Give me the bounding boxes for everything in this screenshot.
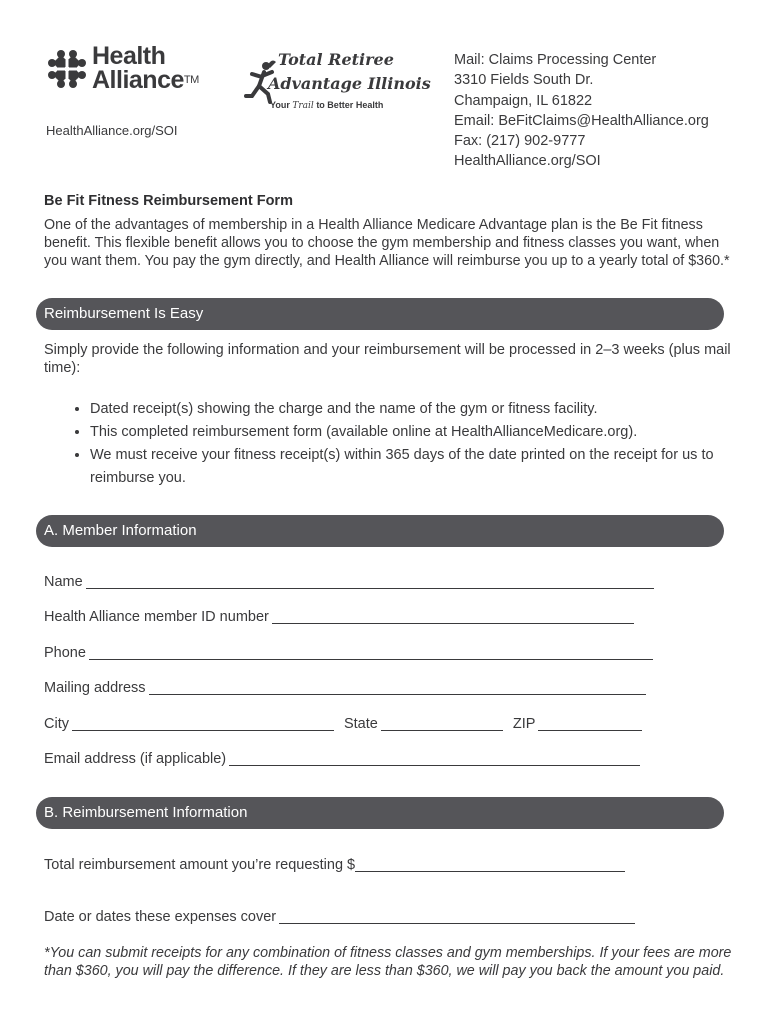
- contact-block: [454, 50, 709, 172]
- city-state-zip-row: [44, 713, 642, 735]
- zip-label: ZIP: [512, 716, 536, 732]
- email-field-row: [44, 748, 640, 770]
- contact-url[interactable]: HealthAlliance.org/SOI: [454, 153, 601, 170]
- instructions-text: Simply provide the following information and your reimbursement will be processed in 2–3 weeks (plus mail time):: [44, 342, 731, 376]
- city-label: City: [44, 716, 69, 732]
- contact-city: Champaign, IL 61822: [454, 92, 593, 109]
- dates-field-row: [44, 906, 635, 928]
- list-item: • This completed reimbursement form (available online at HealthAllianceMedicare.org).: [90, 421, 730, 444]
- state-label: State: [343, 716, 378, 732]
- amount-input-line[interactable]: [355, 855, 625, 872]
- tagline-pre: Your: [270, 100, 290, 110]
- logo-word-alliance: Alliance: [92, 66, 184, 94]
- contact-fax: Fax: (217) 902-9777: [454, 133, 586, 150]
- tr-logo-line-2: Advantage Illinois: [268, 74, 431, 93]
- logo-word-health: Health: [92, 42, 166, 70]
- contact-street: 3310 Fields South Dr.: [454, 72, 594, 89]
- email-label: Email address (if applicable): [44, 751, 227, 767]
- tr-logo-line-1: Total Retiree: [278, 50, 394, 69]
- requirements-list: [44, 398, 730, 490]
- address-input-line[interactable]: [149, 678, 646, 695]
- member-id-field-row: [44, 606, 634, 628]
- member-id-label: Health Alliance member ID number: [44, 609, 269, 625]
- list-item: • Dated receipt(s) showing the charge and the name of the gym or fitness facility.: [90, 398, 730, 421]
- intro-paragraph: One of the advantages of membership in a Health Alliance Medicare Advantage plan is the Be Fit fitness benefit. This flexible benefit allows you to choose the gym membership and fitness classes you want, when you want them. You pay the gym directly, and Health Alliance will reimburse you up to a yearly total of $360.*: [44, 217, 730, 269]
- address-label: Mailing address: [44, 680, 146, 696]
- zip-input-line[interactable]: [538, 714, 642, 731]
- name-input-line[interactable]: [86, 572, 654, 589]
- health-alliance-logo: [46, 44, 206, 96]
- contact-email[interactable]: Email: BeFitClaims@HealthAlliance.org: [454, 112, 709, 129]
- contact-mail: Mail: Claims Processing Center: [454, 52, 657, 68]
- amount-field-row: [44, 854, 625, 876]
- logo-trademark: TM: [183, 74, 199, 86]
- member-id-input-line[interactable]: [272, 607, 634, 624]
- health-alliance-cross-icon: [46, 48, 88, 90]
- total-retiree-logo: [240, 44, 431, 114]
- tagline-mid: Trail: [292, 101, 314, 111]
- tagline-post: to Better Health: [316, 100, 384, 110]
- name-label: Name: [44, 574, 83, 590]
- email-input-line[interactable]: [229, 749, 640, 766]
- health-alliance-wordmark: [92, 44, 199, 92]
- phone-label: Phone: [44, 645, 86, 661]
- state-input-line[interactable]: [381, 714, 503, 731]
- form-title: Be Fit Fitness Reimbursement Form: [44, 193, 293, 209]
- list-item: • We must receive your fitness receipt(s) within 365 days of the date printed on the receipt for us to reimburse you.: [90, 444, 730, 490]
- tr-logo-tagline: [270, 100, 383, 111]
- phone-input-line[interactable]: [89, 643, 653, 660]
- section-heading-reimbursement-information: B. Reimbursement Information: [36, 797, 724, 829]
- dates-label: Date or dates these expenses cover: [44, 909, 277, 925]
- footnote: *You can submit receipts for any combination of fitness classes and gym memberships. If your fees are more than $360, you will pay the difference. If they are less than $360, we will pay you back the amount you paid.: [44, 945, 732, 979]
- phone-field-row: [44, 642, 653, 664]
- section-heading-member-information: A. Member Information: [36, 515, 724, 547]
- address-field-row: [44, 677, 646, 699]
- name-field-row: [44, 571, 654, 593]
- section-heading-reimbursement-easy: Reimbursement Is Easy: [36, 298, 724, 330]
- health-alliance-url[interactable]: HealthAlliance.org/SOI: [46, 123, 178, 138]
- amount-label: Total reimbursement amount you’re requesting $: [44, 857, 356, 873]
- dates-input-line[interactable]: [279, 907, 635, 924]
- city-input-line[interactable]: [72, 714, 334, 731]
